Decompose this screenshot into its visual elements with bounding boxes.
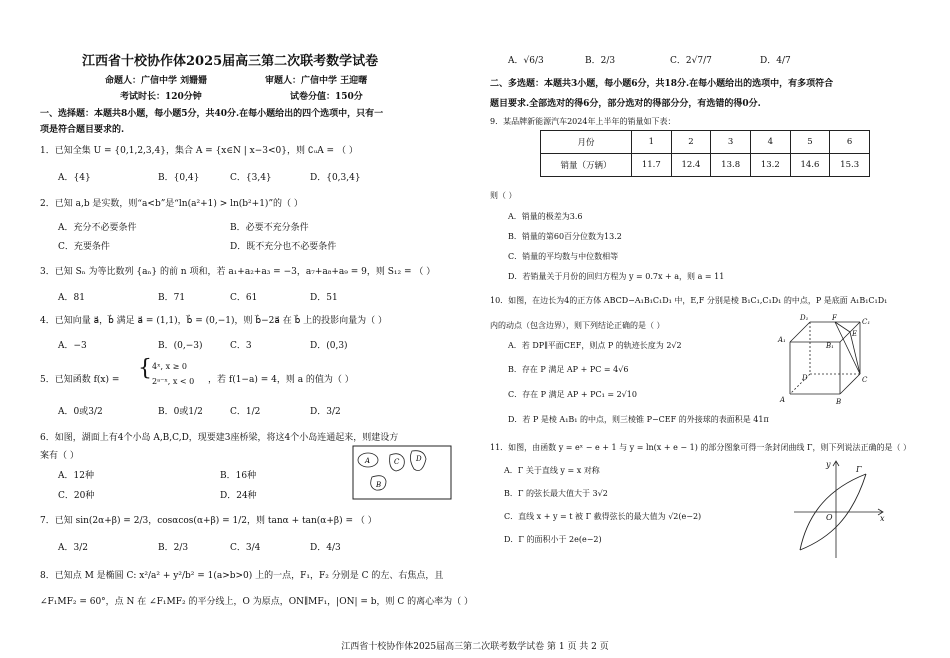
q8-option-c[interactable]: C．2√7/7 (670, 56, 712, 66)
closed-curve-figure (790, 458, 890, 563)
cube-figure (778, 312, 898, 412)
sales-table (540, 130, 870, 177)
q4-option-c[interactable]: C．3 (230, 341, 252, 351)
cube-label-e: E (852, 330, 858, 338)
cube-label-d1: D₁ (800, 314, 809, 322)
exam-score: 试卷分值：150分 (290, 92, 363, 102)
table-cell: 1 (632, 131, 672, 154)
q10-option-d[interactable]: D．若 P 是棱 A₁B₁ 的中点，则三棱锥 P−CEF 的外接球的表面积是 41π (508, 415, 769, 424)
q8-stem-line1: 8．已知点 M 是椭圆 C: x²/a² + y²/b² = 1(a>b>0) 上的一点，F₁，F₂ 分别是 C 的左、右焦点，且 (40, 571, 444, 581)
table-cell: 6 (830, 131, 870, 154)
island-label-c: C (394, 458, 400, 466)
cube-label-b: B (836, 398, 842, 406)
q10-stem-line1: 10．如图，在边长为4的正方体 ABCD−A₁B₁C₁D₁ 中，E,F 分别是棱 B₁C₁,C₁D₁ 的中点，P 是底面 A₁B₁C₁D₁ (490, 296, 888, 305)
table-row (541, 154, 870, 177)
island-label-d: D (416, 455, 422, 463)
exam-duration: 考试时长：120分钟 (120, 92, 202, 102)
table-cell: 5 (790, 131, 830, 154)
q2-option-b[interactable]: B．必要不充分条件 (230, 223, 309, 233)
q3-option-c[interactable]: C．61 (230, 293, 258, 303)
origin-label: O (826, 513, 833, 522)
q11-option-a[interactable]: A．Γ 关于直线 y = x 对称 (504, 466, 600, 475)
table-cell: 3 (711, 131, 751, 154)
q10-option-b[interactable]: B．存在 P 满足 AP + PC = 4√6 (508, 365, 629, 374)
q4-option-a[interactable]: A．−3 (58, 341, 87, 351)
q7-option-a[interactable]: A．3/2 (58, 543, 88, 553)
q5-option-c[interactable]: C．1/2 (230, 407, 261, 417)
q1-option-c[interactable]: C．{3,4} (230, 173, 272, 183)
q5-case2: 2ᵃ⁻ˣ, x < 0 (152, 377, 195, 386)
axis-label-x: x (880, 514, 885, 523)
q5-case1: 4ˣ, x ≥ 0 (152, 362, 187, 371)
table-cell: 4 (750, 131, 790, 154)
table-cell: 13.8 (711, 154, 751, 177)
axis-label-y: y (826, 460, 831, 469)
section2-heading-line2: 题目要求.全部选对的得6分，部分选对的得部分分，有选错的得0分. (490, 99, 761, 109)
q2-option-c[interactable]: C．充要条件 (58, 242, 110, 252)
q11-option-d[interactable]: D．Γ 的面积小于 2e(e−2) (504, 535, 602, 544)
q8-stem-line2: ∠F₁MF₂ = 60°，点 N 在 ∠F₁MF₂ 的平分线上，O 为原点，ON∥MF₁，|ON| = b，则 C 的离心率为（ ） (40, 597, 473, 607)
q4-option-d[interactable]: D．(0,3) (310, 341, 348, 351)
q7-option-c[interactable]: C．3/4 (230, 543, 261, 553)
island-label-a: A (365, 457, 371, 465)
island-label-b: B (376, 481, 382, 489)
section1-heading-line1: 一、选择题：本题共8小题，每小题5分，共40分.在每小题给出的四个选项中，只有一 (40, 109, 384, 119)
q8-option-d[interactable]: D．4/7 (760, 56, 791, 66)
q4-stem: 4．已知向量 a⃗，b⃗ 满足 a⃗ = (1,1)，b⃗ = (0,−1)，则 b⃗−2a⃗ 在 b⃗ 上的投影向量为（ ） (40, 316, 388, 326)
q9-stem: 9．某品牌新能源汽车2024年上半年的销量如下表： (490, 117, 676, 126)
q8-option-b[interactable]: B．2/3 (585, 56, 616, 66)
q1-option-d[interactable]: D．{0,3,4} (310, 173, 361, 183)
table-cell: 15.3 (830, 154, 870, 177)
page-footer: 江西省十校协作体2025届高三第二次联考数学试卷 第 1 页 共 2 页 (341, 642, 609, 652)
curve-label-gamma: Γ (856, 465, 862, 474)
q9-option-c[interactable]: C．销量的平均数与中位数相等 (508, 252, 619, 261)
section1-heading-line2: 项是符合题目要求的. (40, 125, 125, 135)
q7-stem: 7．已知 sin(2α+β) = 2/3，cosαcos(α+β) = 1/2，则 tanα + tan(α+β) = （ ） (40, 516, 377, 526)
q6-option-c[interactable]: C．20种 (58, 491, 95, 501)
q9-option-b[interactable]: B．销量的第60百分位数为13.2 (508, 232, 622, 241)
q5-option-d[interactable]: D．3/2 (310, 407, 341, 417)
q6-option-d[interactable]: D．24种 (220, 491, 257, 501)
q6-stem-line2: 案有（ ） (40, 451, 79, 461)
q10-option-a[interactable]: A．若 DP∥平面CEF，则点 P 的轨迹长度为 2√2 (508, 341, 682, 350)
q11-option-c[interactable]: C．直线 x + y = t 被 Γ 截得弦长的最大值为 √2(e−2) (504, 512, 702, 521)
table-row (541, 131, 870, 154)
q5-option-a[interactable]: A．0或3/2 (58, 407, 103, 417)
q6-option-b[interactable]: B．16种 (220, 471, 257, 481)
q11-option-b[interactable]: B．Γ 的弦长最大值大于 3√2 (504, 489, 608, 498)
q10-stem-line2: 内的动点（包含边界），则下列结论正确的是（ ） (490, 321, 665, 330)
q1-stem: 1．已知全集 U = {0,1,2,3,4}，集合 A = {x∈N | x−3<0}，则 ∁ᵤA = （ ） (40, 146, 358, 156)
q1-option-a[interactable]: A．{4} (58, 173, 91, 183)
table-cell: 2 (671, 131, 711, 154)
table-cell: 12.4 (671, 154, 711, 177)
cube-label-c: C (862, 376, 868, 384)
table-cell: 11.7 (632, 154, 672, 177)
q5-option-b[interactable]: B．0或1/2 (158, 407, 203, 417)
q7-option-b[interactable]: B．2/3 (158, 543, 189, 553)
cube-label-f: F (832, 314, 837, 322)
q11-stem: 11．如图，由函数 y = eˣ − e + 1 与 y = ln(x + e − 1) 的部分图象可得一条封闭曲线 Γ，则下列说法正确的是（ ） (490, 443, 911, 452)
table-cell: 14.6 (790, 154, 830, 177)
q3-option-a[interactable]: A．81 (58, 293, 85, 303)
q5-brace: { (138, 356, 152, 381)
q10-option-c[interactable]: C．存在 P 满足 AP + PC₁ = 2√10 (508, 390, 637, 399)
q2-option-d[interactable]: D．既不充分也不必要条件 (230, 242, 337, 252)
q1-option-b[interactable]: B．{0,4} (158, 173, 200, 183)
lake-islands-figure (352, 445, 452, 500)
q6-option-a[interactable]: A．12种 (58, 471, 94, 481)
q7-option-d[interactable]: D．4/3 (310, 543, 341, 553)
q5-stem-suffix: ，若 f(1−a) = 4，则 a 的值为（ ） (208, 375, 354, 385)
q6-stem-line1: 6．如图，湖面上有4个小岛 A,B,C,D，现要建3座桥梁，将这4个小岛连通起来，则建设方 (40, 433, 399, 443)
q3-option-b[interactable]: B．71 (158, 293, 186, 303)
cube-label-c1: C₁ (862, 318, 871, 326)
q9-then: 则（ ） (490, 191, 517, 200)
table-header-sales: 销量（万辆） (541, 154, 632, 177)
q2-option-a[interactable]: A．充分不必要条件 (58, 223, 137, 233)
q3-option-d[interactable]: D．51 (310, 293, 338, 303)
cube-label-b1: B₁ (826, 342, 834, 350)
q4-option-b[interactable]: B．(0,−3) (158, 341, 203, 351)
q5-stem-prefix: 5．已知函数 f(x) = (40, 375, 120, 385)
cube-label-a: A (780, 396, 786, 404)
page-title: 江西省十校协作体2025届高三第二次联考数学试卷 (82, 54, 379, 69)
q9-option-d[interactable]: D．若销量关于月份的回归方程为 y = 0.7x + a，则 a = 11 (508, 272, 725, 281)
table-header-month: 月份 (541, 131, 632, 154)
section2-heading-line1: 二、多选题：本题共3小题，每小题6分，共18分.在每小题给出的选项中，有多项符合 (490, 79, 834, 89)
q2-stem: 2．已知 a,b 是实数，则“a<b”是“ln(a²+1) > ln(b²+1)”的（ ） (40, 199, 303, 209)
q8-option-a[interactable]: A．√6/3 (508, 56, 544, 66)
q9-option-a[interactable]: A．销量的极差为3.6 (508, 212, 583, 221)
q3-stem: 3．已知 Sₙ 为等比数列 {aₙ} 的前 n 项和，若 a₁+a₂+a₃ = −3，a₇+a₈+a₉ = 9，则 S₁₂ = （ ） (40, 267, 436, 277)
reviewer: 审题人：广信中学 王迎曙 (265, 76, 368, 86)
table-cell: 13.2 (750, 154, 790, 177)
proposer: 命题人：广信中学 刘姗姗 (105, 76, 208, 86)
cube-label-d: D (802, 374, 808, 382)
cube-label-a1: A₁ (778, 336, 786, 344)
